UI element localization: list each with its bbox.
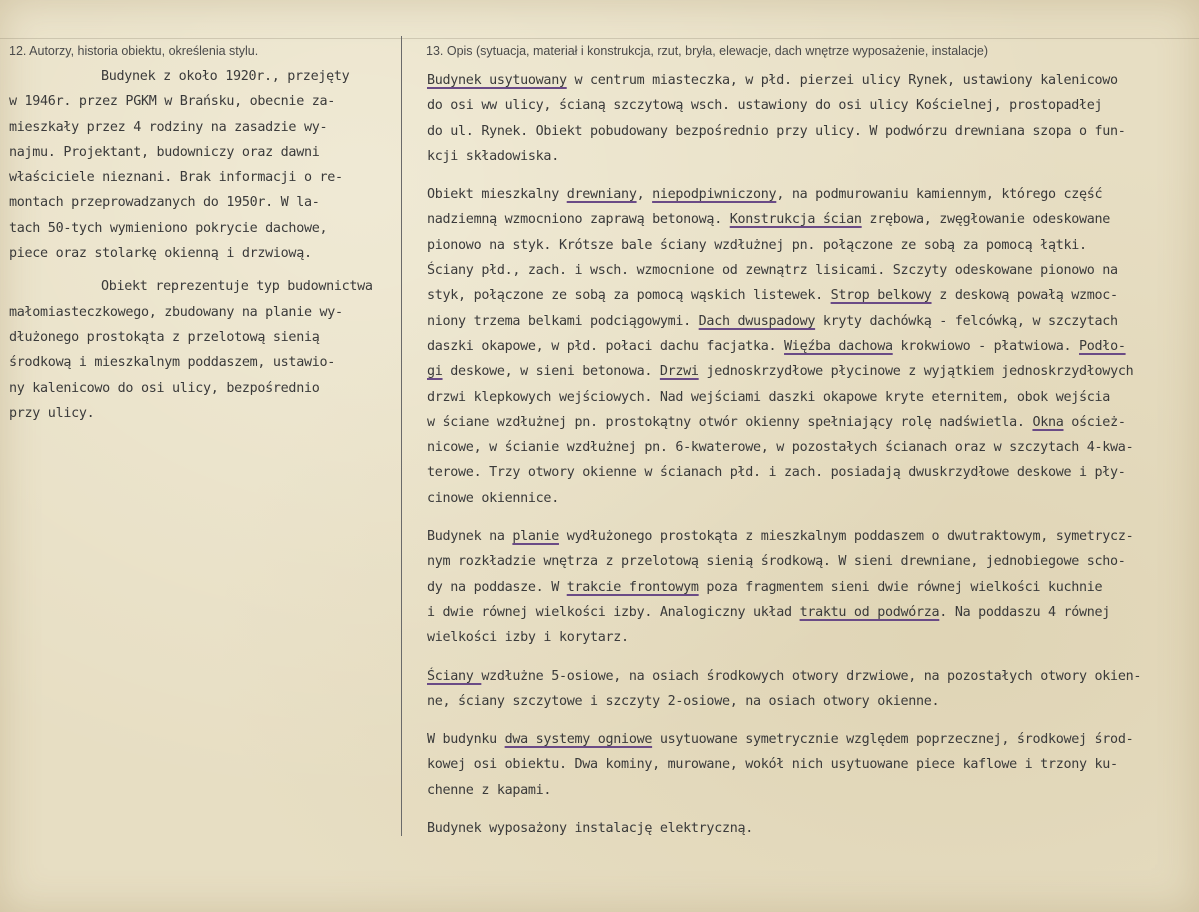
text-line: Budynek usytuowany w centrum miasteczka, w płd. pierzei ulicy Rynek, ustawiony kalenicowo (427, 73, 1118, 88)
text-line: pionowo na styk. Krótsze bale ściany wzdłużnej pn. połączone ze sobą za pomocą łątki. (427, 237, 1087, 253)
text-line: drzwi klepkowych wejściowych. Nad wejściami daszki okapowe kryte eternitem, obok wejścia (427, 389, 1111, 405)
text-line: Obiekt mieszkalny drewniany, niepodpiwniczony, na podmurowaniu kamiennym, którego część (427, 187, 1103, 203)
text-line: Budynek wyposażony instalację elektryczną. (427, 821, 753, 837)
text-line: do osi ww ulicy, ścianą szczytową wsch. ustawiony do osi ulicy Kościelnej, prostopadłej (427, 98, 1103, 114)
text-line: właściciele nieznani. Brak informacji o re- (9, 170, 343, 186)
history-paragraph (9, 64, 394, 266)
style-paragraph (9, 274, 394, 426)
text-line: i dwie równej wielkości izby. Analogiczny układ traktu od podwórza. Na poddaszu 4 równej (427, 604, 1111, 620)
text-line: daszki okapowe, w płd. połaci dachu facjatka. Więźba dachowa krokwiowo - płatwiowa. Podło- (427, 338, 1126, 354)
text-line: ne, ściany szczytowe i szczyty 2-osiowe, na osiach otwory okienne. (427, 693, 940, 709)
description-text (427, 68, 1195, 841)
text-line: nicowe, w ścianie wzdłużnej pn. 6-kwaterowe, w pozostałych ścianach oraz w szczytach 4-kwa- (427, 440, 1134, 456)
text-line: wielkości izby i korytarz. (427, 630, 629, 646)
history-text (9, 64, 394, 426)
text-line: cinowe okiennice. (427, 490, 559, 506)
heating-paragraph (427, 727, 1195, 803)
text-line: nadziemną wzmocniono zaprawą betonową. Konstrukcja ścian zrębowa, zwęgłowanie odeskowane (427, 212, 1111, 228)
text-line: montach przeprowadzanych do 1950r. W la- (9, 195, 320, 211)
text-line: niony trzema belkami podciągowymi. Dach dwuspadowy kryty dachówką - felcówką, w szczytach (427, 313, 1118, 329)
walls-paragraph (427, 664, 1195, 715)
text-line: piece oraz stolarkę okienną i drzwiową. (9, 246, 312, 262)
text-line: W budynku dwa systemy ogniowe usytuowane symetrycznie względem poprzecznej, środkowej środ- (427, 732, 1134, 748)
text-line: mieszkały przez 4 rodziny na zasadzie wy- (9, 119, 328, 135)
top-rule (0, 38, 1199, 39)
installation-paragraph (427, 816, 1195, 841)
layout-paragraph (427, 524, 1195, 650)
column-divider (401, 36, 402, 836)
text-line: styk, połączone ze sobą za pomocą wąskich listewek. Strop belkowy z deskową powałą wzmoc- (427, 288, 1118, 304)
text-line: Obiekt reprezentuje typ budownictwa (101, 279, 373, 295)
text-line: małomiasteczkowego, zbudowany na planie wy- (9, 304, 343, 320)
text-line: Budynek z około 1920r., przejęty (101, 69, 350, 84)
text-line: przy ulicy. (9, 405, 95, 421)
text-line: dłużonego prostokąta z przelotową sienią (9, 329, 320, 345)
location-paragraph (427, 68, 1195, 169)
text-line: Budynek na planie wydłużonego prostokąta z mieszkalnym poddaszem o dwutraktowym, symetrycz- (427, 529, 1134, 545)
text-line: tach 50-tych wymieniono pokrycie dachowe, (9, 220, 328, 236)
text-line: do ul. Rynek. Obiekt pobudowany bezpośrednio przy ulicy. W podwórzu drewniana szopa o fun- (427, 123, 1126, 139)
text-line: w 1946r. przez PGKM w Brańsku, obecnie za- (9, 94, 335, 110)
text-line: kowej osi obiektu. Dwa kominy, murowane, wokół nich usytuowane piece kaflowe i trzony ku- (427, 757, 1118, 773)
right-column-header: 13. Opis (sytuacja, materiał i konstrukcja, rzut, bryła, elewacje, dach wnętrze wyposażenie, instalacje) (426, 44, 989, 58)
text-line: najmu. Projektant, budowniczy oraz dawni (9, 144, 320, 160)
text-line: w ściane wzdłużnej pn. prostokątny otwór okienny spełniający rolę nadświetla. Okna oścież- (427, 414, 1126, 430)
text-line: środkową i mieszkalnym poddaszem, ustawio- (9, 355, 335, 371)
construction-paragraph (427, 182, 1195, 511)
text-line: gi deskowe, w sieni betonowa. Drzwi jednoskrzydłowe płycinowe z wyjątkiem jednoskrzydłowych (427, 364, 1134, 380)
text-line: chenne z kapami. (427, 782, 552, 798)
text-line: terowe. Trzy otwory okienne w ścianach płd. i zach. posiadają dwuskrzydłowe deskowe i pły- (427, 465, 1126, 481)
left-column-header: 12. Autorzy, historia obiektu, określenia stylu. (9, 44, 259, 58)
text-line: kcji składowiska. (427, 148, 559, 164)
text-line: dy na poddasze. W trakcie frontowym poza fragmentem sieni dwie równej wielkości kuchnie (427, 579, 1103, 595)
text-line: ny kalenicowo do osi ulicy, bezpośrednio (9, 380, 320, 396)
text-line: nym rozkładzie wnętrza z przelotową sienią środkową. W sieni drewniane, jednobiegowe scho- (427, 554, 1126, 570)
text-line: Ściany płd., zach. i wsch. wzmocnione od zewnątrz lisicami. Szczyty odeskowane pionowo na (427, 263, 1118, 279)
text-line: Ściany wzdłużne 5-osiowe, na osiach środkowych otwory drzwiowe, na pozostałych otwory okien- (427, 668, 1142, 684)
